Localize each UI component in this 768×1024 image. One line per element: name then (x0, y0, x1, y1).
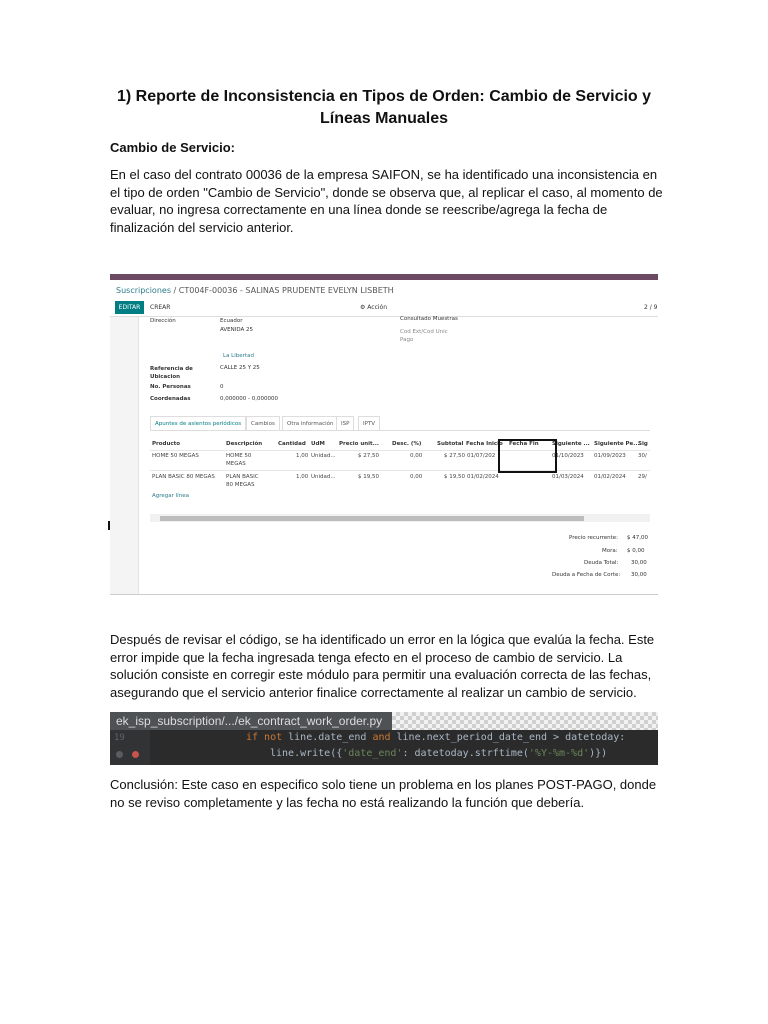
pager: 2 / 9 (644, 304, 658, 311)
column-header-cantidad[interactable]: Cantidad (278, 441, 306, 447)
editor-file-tab[interactable]: ek_isp_subscription/.../ek_contract_work_order.py (110, 712, 396, 730)
left-pane (110, 317, 138, 594)
cell-udm: Unidad... (311, 453, 336, 459)
cell-precio: $ 27,50 (358, 453, 379, 459)
tab-apuntes[interactable]: Apuntes de asientos periódicos (150, 416, 246, 431)
line-number: 19 (114, 733, 125, 743)
cell-sig: 29/ (638, 474, 647, 480)
total-precio-recurrente-value: $ 47,00 (627, 535, 648, 541)
cell-descripcion: HOME 50 (226, 453, 252, 459)
cell-desc: 0,00 (410, 453, 423, 459)
code-string: '%Y-%m-%d' (528, 748, 590, 759)
column-header-fecha-fin[interactable]: Fecha Fin (509, 441, 539, 447)
direccion-street: AVENIDA 25 (220, 327, 254, 333)
breadcrumb-current: / CT004F-00036 - SALINAS PRUDENTE EVELYN LISBETH (170, 286, 394, 295)
cell-subtotal: $ 27,50 (444, 453, 465, 459)
tab-isp[interactable]: ISP (336, 416, 354, 431)
breakpoint-icon[interactable] (132, 751, 139, 758)
scrollbar-thumb[interactable] (160, 516, 584, 521)
cell-cantidad: 1,00 (296, 453, 309, 459)
row-divider (150, 470, 650, 471)
total-deuda-corte-value: 30,00 (631, 572, 647, 578)
personas-label: No. Personas (150, 384, 191, 390)
code-text: )}) (589, 748, 608, 759)
action-menu[interactable]: ⚙ Acción (360, 304, 388, 311)
column-header-udm[interactable]: UdM (311, 441, 325, 447)
paragraph-intro: En el caso del contrato 00036 de la empresa SAIFON, se ha identificado una inconsistencia en el tipo de orden "Cambio de Servicio", donde se observa que, al replicar el caso, al momento de evaluar, no ingresa correctamente en una línea donde se reescribe/agrega la fecha de finalización del servicio anterior. (110, 167, 663, 235)
referencia-label: Referencia de Ubicacion (150, 366, 193, 380)
cod-ext-field: Cod Ext/Cod Unic (400, 329, 448, 335)
code-text: line.write({ (270, 748, 343, 759)
cell-descripcion-2: 80 MEGAS (226, 482, 255, 488)
code-keyword-if-not: if not (246, 732, 283, 743)
add-line-link[interactable]: Agregar línea (152, 493, 189, 499)
title-line-1: 1) Reporte de Inconsistencia en Tipos de Orden: Cambio de Servicio y (116, 88, 652, 105)
total-mora-value: $ 0,00 (627, 548, 645, 554)
personas-value: 0 (220, 384, 224, 390)
tab-otra-informacion[interactable]: Otra información (282, 416, 338, 431)
cell-descripcion: PLAN BASIC (226, 474, 259, 480)
breadcrumb-link[interactable]: Suscripciones (116, 286, 171, 295)
cell-sig: 30/ (638, 453, 647, 459)
total-deuda-corte-label: Deuda a Fecha de Corte: (552, 572, 621, 578)
column-header-descripcion[interactable]: Descripción (226, 441, 263, 447)
code-snippet (110, 712, 658, 765)
cell-siguiente-periodo: 01/09/2023 (594, 453, 626, 459)
tab-underline (150, 430, 650, 431)
cell-siguiente-periodo: 01/02/2024 (594, 474, 626, 480)
code-line-write (270, 748, 607, 759)
header-divider (150, 450, 650, 451)
cell-siguiente: 01/10/2023 (552, 453, 584, 459)
cell-producto: PLAN BASIC 80 MEGAS (152, 474, 215, 480)
tab-cambios[interactable]: Cambios (246, 416, 280, 431)
tab-iptv[interactable]: IPTV (358, 416, 380, 431)
highlight-box-fecha-fin (498, 439, 557, 473)
coordenadas-label: Coordenadas (150, 396, 191, 402)
total-deuda-label: Deuda Total: (584, 560, 619, 566)
transparent-area (392, 712, 658, 730)
cell-cantidad: 1,00 (296, 474, 309, 480)
cell-subtotal: $ 19,50 (444, 474, 465, 480)
cell-desc: 0,00 (410, 474, 423, 480)
consultado-label: Consultado Muestras (400, 316, 458, 322)
column-header-siguiente[interactable]: Siguiente ... (552, 441, 590, 447)
edit-button[interactable]: EDITAR (115, 301, 144, 314)
city-link[interactable]: La Libertad (223, 353, 254, 359)
column-header-sig[interactable]: Sig (638, 441, 648, 447)
breadcrumb (116, 286, 394, 295)
cell-producto: HOME 50 MEGAS (152, 453, 199, 459)
direccion-label: Dirección (150, 318, 176, 324)
section-subheading: Cambio de Servicio: (110, 140, 235, 155)
column-header-fecha-inicio[interactable]: Fecha Inicio (466, 441, 503, 447)
paragraph-conclusion: Conclusión: Este caso en especifico solo tiene un problema en los planes POST-PAGO, donde no se reviso completamente y las fecha no está realizando la función que debería. (110, 777, 657, 810)
subscription-screenshot (110, 274, 658, 595)
cell-fecha-inicio: 01/07/202 (467, 453, 496, 459)
horizontal-scrollbar[interactable] (150, 514, 650, 522)
paragraph-analysis: Después de revisar el código, se ha identificado un error en la lógica que evalúa la fecha. Este error impide que la fecha ingresada tenga efecto en el proceso de cambio de servicio. La solución consiste en corregir este módulo para permitir una evaluación correcta de las fechas, asegurando que el servicio anterior finalice correctamente al realizar un cambio de servicio. (110, 632, 655, 700)
code-text: : datetoday.strftime( (402, 748, 529, 759)
referencia-value: CALLE 25 Y 25 (220, 365, 260, 371)
total-mora-label: Mora: (602, 548, 618, 554)
total-deuda-value: 30,00 (631, 560, 647, 566)
column-header-siguiente-periodo[interactable]: Siguiente Pe... (594, 441, 640, 447)
column-header-subtotal[interactable]: Subtotal (437, 441, 464, 447)
code-text: line.date_end (282, 732, 373, 743)
pago-field: Pago (400, 337, 414, 343)
column-header-desc[interactable]: Desc. (%) (392, 441, 422, 447)
cell-fecha-inicio: 01/02/2024 (467, 474, 499, 480)
code-text: line.next_period_date_end > datetoday: (390, 732, 626, 743)
title-line-2: Líneas Manuales (319, 110, 449, 127)
column-header-producto[interactable]: Producto (152, 441, 181, 447)
coordenadas-value: 0,000000 - 0,000000 (220, 396, 278, 402)
cell-siguiente: 01/03/2024 (552, 474, 584, 480)
create-button[interactable]: CREAR (150, 304, 171, 311)
code-string: 'date_end' (342, 748, 403, 759)
column-header-precio[interactable]: Precio unit... (339, 441, 379, 447)
total-precio-recurrente-label: Precio recurrente: (569, 535, 619, 541)
direccion-country: Ecuador (220, 318, 243, 324)
document-title (110, 86, 658, 130)
cell-precio: $ 19,50 (358, 474, 379, 480)
code-line-condition (246, 732, 625, 743)
screenshot-topbar (110, 274, 658, 280)
cell-udm: Unidad... (311, 474, 336, 480)
code-keyword-and: and (372, 732, 391, 743)
cell-descripcion-2: MEGAS (226, 461, 246, 467)
margin-marker (108, 521, 110, 530)
fold-icon (116, 751, 123, 758)
